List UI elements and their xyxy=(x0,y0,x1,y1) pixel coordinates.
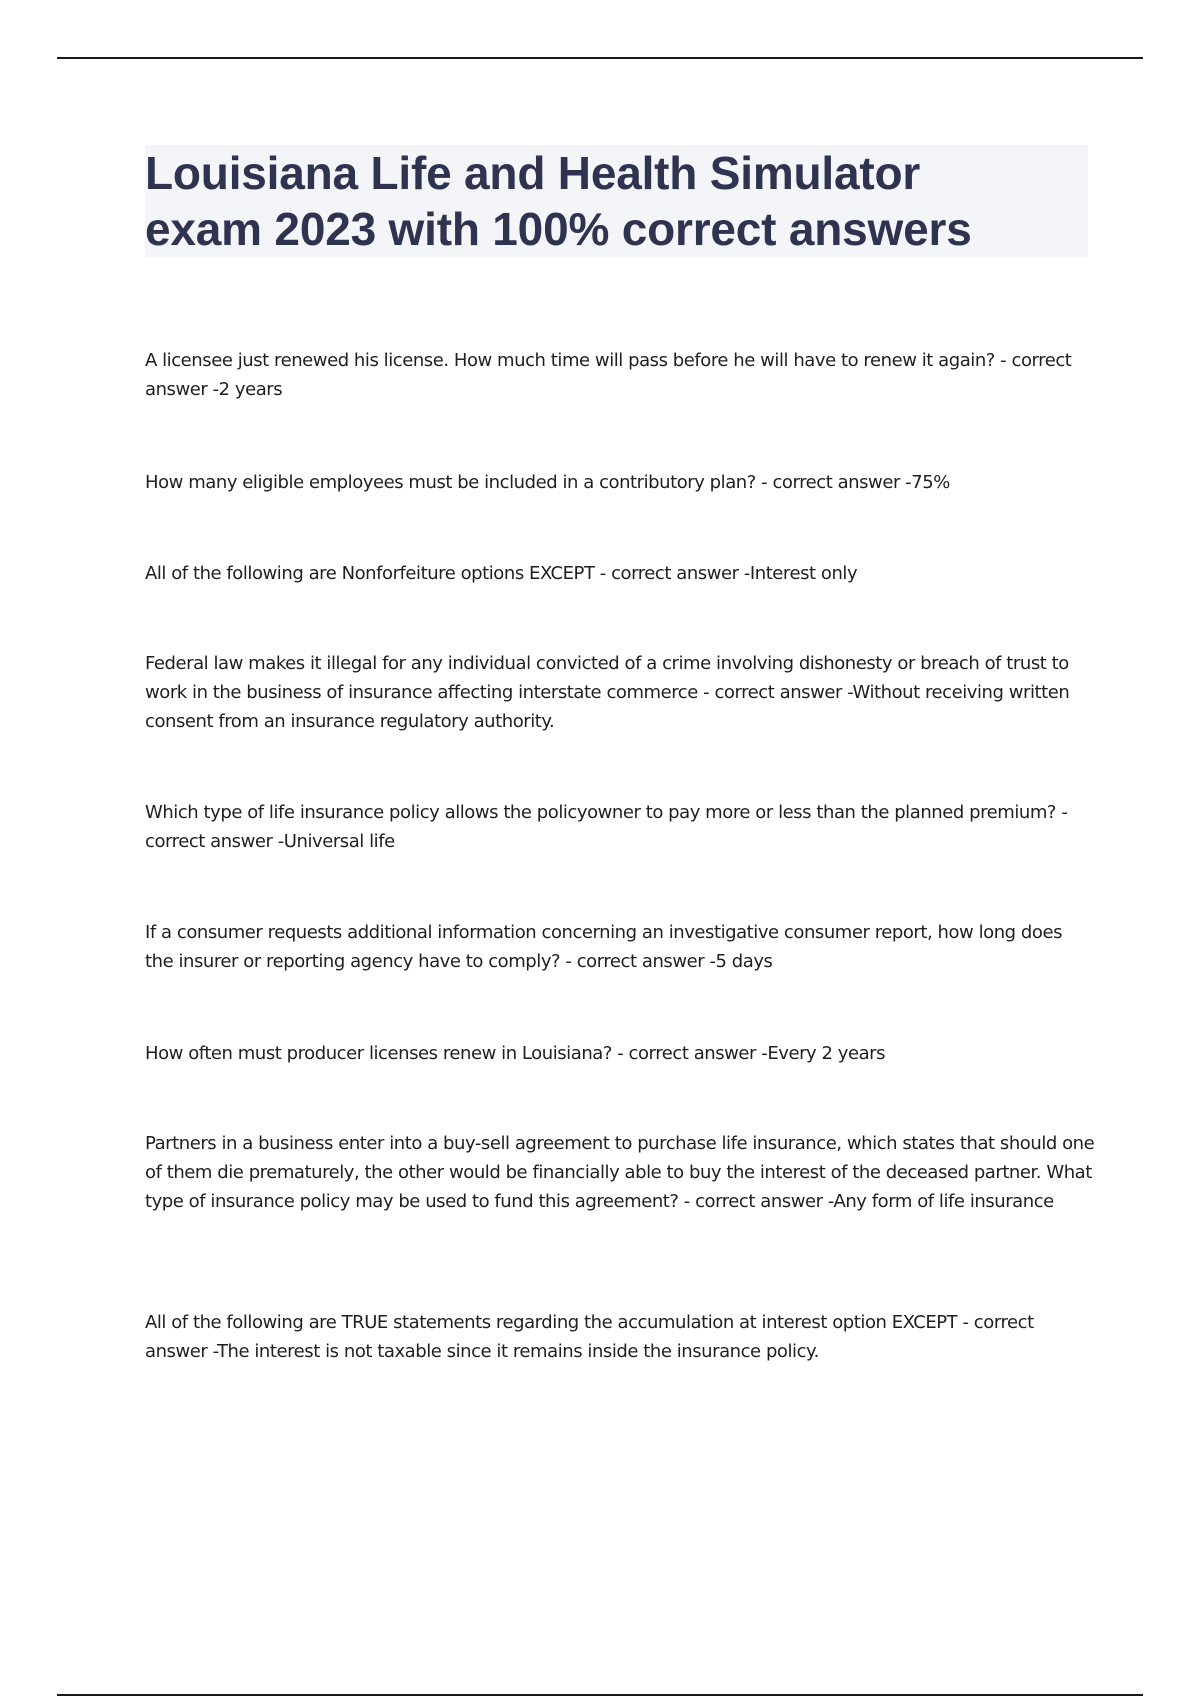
qa-item: Which type of life insurance policy allows the policyowner to pay more or less than the planned premium? - correct answer -Universal life xyxy=(145,802,1068,852)
title-banner xyxy=(145,145,1088,257)
qa-item: How often must producer licenses renew in Louisiana? - correct answer -Every 2 years xyxy=(145,1043,886,1064)
top-divider xyxy=(57,57,1143,59)
document-title xyxy=(145,145,1088,257)
qa-item: If a consumer requests additional information concerning an investigative consumer report, how long does the insurer or reporting agency have to comply? - correct answer -5 days xyxy=(145,922,1063,972)
bottom-divider xyxy=(57,1694,1143,1696)
qa-item: All of the following are TRUE statements regarding the accumulation at interest option EXCEPT - correct answer -The interest is not taxable since it remains inside the insurance policy. xyxy=(145,1312,1034,1362)
title-line-2: exam 2023 with 100% correct answers xyxy=(145,203,972,255)
qa-item: All of the following are Nonforfeiture options EXCEPT - correct answer -Interest only xyxy=(145,563,858,584)
title-line-1: Louisiana Life and Health Simulator xyxy=(145,147,921,199)
qa-item: A licensee just renewed his license. How much time will pass before he will have to renew it again? - correct answer -2 years xyxy=(145,350,1072,400)
qa-item: Federal law makes it illegal for any individual convicted of a crime involving dishonesty or breach of trust to work in the business of insurance affecting interstate commerce - correct answer -Without receiving written consent from an insurance regulatory authority. xyxy=(145,653,1070,732)
qa-item: How many eligible employees must be included in a contributory plan? - correct answer -75% xyxy=(145,472,950,493)
qa-item: Partners in a business enter into a buy-sell agreement to purchase life insurance, which states that should one of them die prematurely, the other would be financially able to buy the interest of the deceased partner. What type of insurance policy may be used to fund this agreement? - correct answer -Any form of life insurance xyxy=(145,1133,1095,1212)
